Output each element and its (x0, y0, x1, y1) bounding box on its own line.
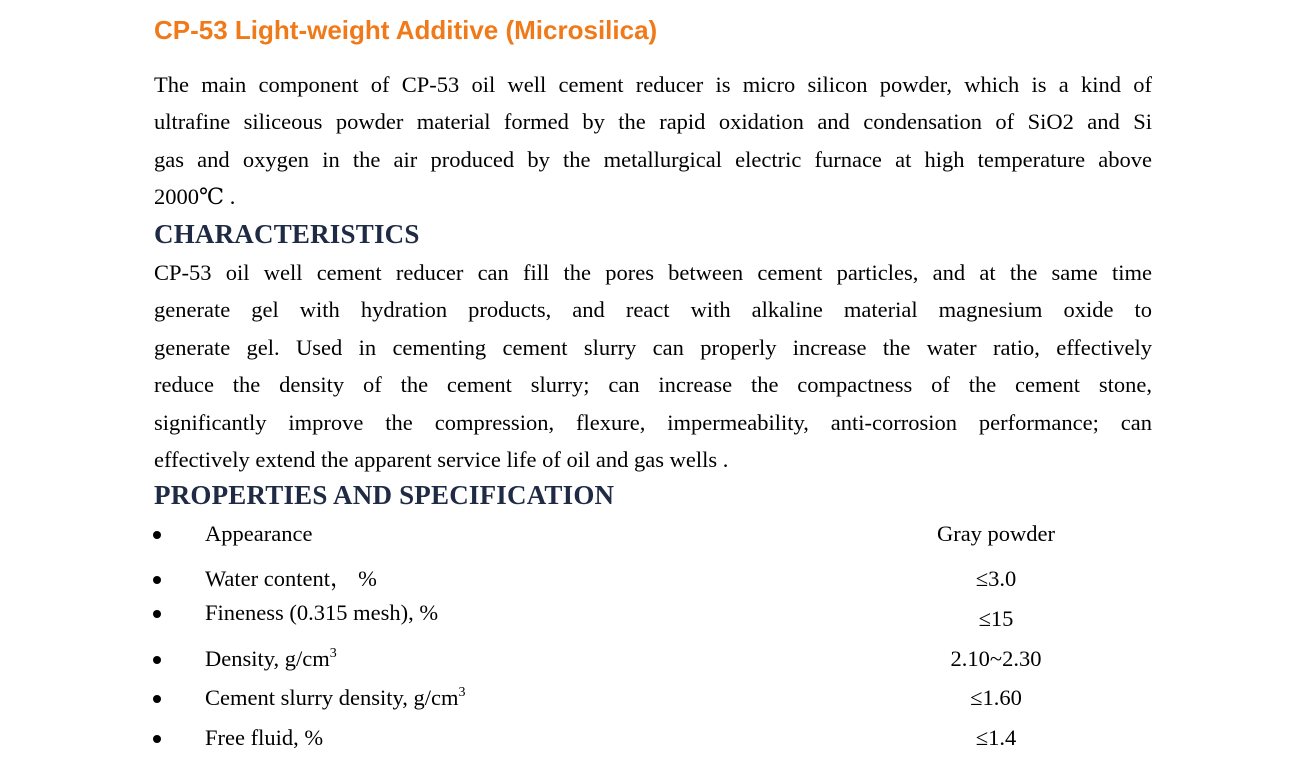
characteristics-line: significantly improve the compression, flexure, impermeability, anti-corrosion performance; can (154, 409, 1152, 435)
characteristics-heading: CHARACTERISTICS (154, 219, 420, 249)
bullet-icon (153, 531, 161, 539)
document-title: CP-53 Light-weight Additive (Microsilica) (154, 15, 658, 45)
characteristics-line: CP-53 oil well cement reducer can fill the pores between cement particles, and at the same time (154, 260, 1152, 285)
property-row-free-fluid (0, 721, 1298, 755)
property-label: Water content， % (205, 566, 377, 591)
property-label: Appearance (205, 521, 313, 546)
intro-paragraph (154, 66, 1152, 216)
bullet-icon (153, 576, 161, 584)
property-label: Fineness (0.315 mesh), % (205, 600, 439, 625)
bullet-icon (153, 656, 161, 664)
bullet-icon (153, 610, 161, 618)
properties-heading: PROPERTIES AND SPECIFICATION (154, 480, 615, 510)
intro-line: 2000℃ . (154, 184, 236, 210)
property-value: 2.10~2.30 (950, 646, 1042, 671)
characteristics-line: reduce the density of the cement slurry; can increase the compactness of the cement stone, (154, 372, 1152, 398)
property-value: ≤15 (978, 606, 1014, 631)
property-row-appearance (0, 517, 1298, 551)
property-label: Density, $g/cm^3$ (205, 646, 337, 671)
property-row-fineness (0, 596, 1298, 630)
characteristics-line: generate gel with hydration products, and react with alkaline material magnesium oxide to (154, 297, 1152, 323)
property-value: ≤3.0 (975, 566, 1017, 591)
intro-line: ultrafine siliceous powder material formed by the rapid oxidation and condensation of SiO2 and Si (154, 109, 1152, 135)
characteristics-line: effectively extend the apparent service life of oil and gas wells . (154, 446, 729, 472)
property-label: Free fluid, % (205, 725, 324, 750)
property-value: ≤1.60 (970, 685, 1022, 710)
bullet-icon (153, 695, 161, 703)
characteristics-paragraph (154, 254, 1152, 478)
property-value: Gray powder (936, 521, 1056, 546)
intro-line: The main component of CP-53 oil well cement reducer is micro silicon powder, which is a kind of (154, 72, 1152, 97)
property-row-water-content (0, 562, 1298, 596)
property-value: ≤1.4 (975, 725, 1017, 750)
bullet-icon (153, 735, 161, 743)
intro-line: gas and oxygen in the air produced by the metallurgical electric furnace at high temperature above (154, 146, 1152, 172)
property-row-density (0, 642, 1298, 676)
characteristics-line: generate gel. Used in cementing cement slurry can properly increase the water ratio, effectively (154, 334, 1152, 360)
property-row-slurry-density (0, 681, 1298, 715)
property-label: Cement slurry density, $g/cm^3$ (205, 685, 466, 710)
